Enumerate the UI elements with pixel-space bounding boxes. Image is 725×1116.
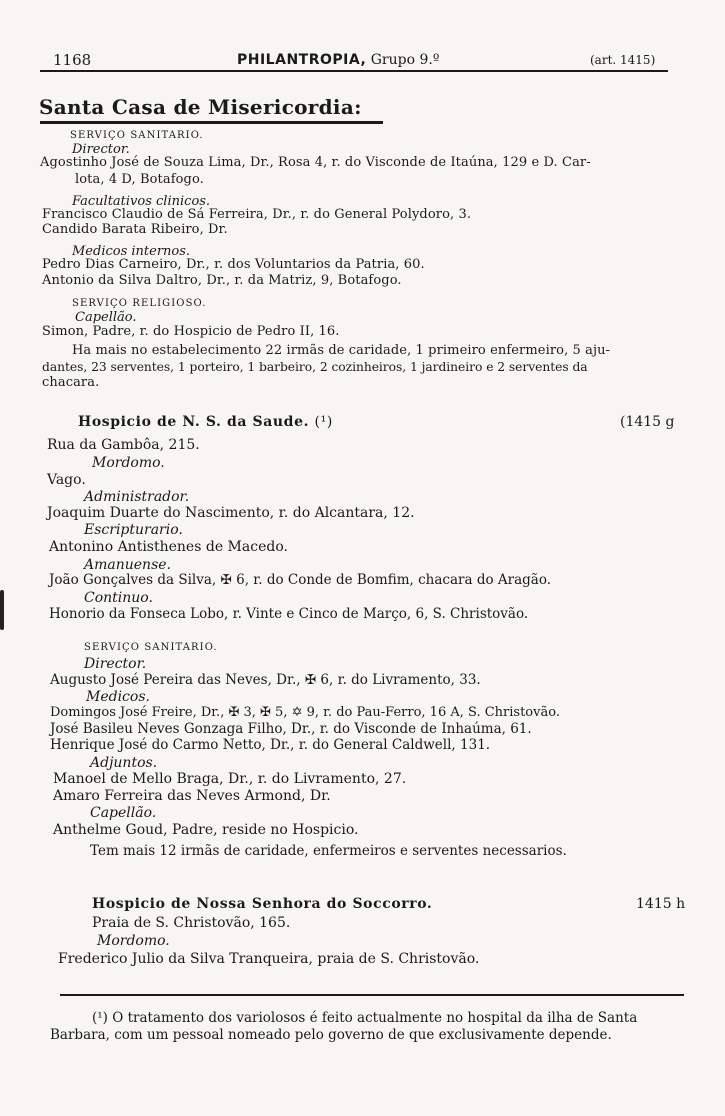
hospicio-saude-title: Hospicio de N. S. da Saude. — [78, 414, 310, 430]
continuo: Honorio da Fonseca Lobo, r. Vinte e Cinco de Março, 6, S. Christovão. — [49, 606, 529, 622]
hospicio-soccorro-address: Praia de S. Christovão, 165. — [92, 915, 291, 931]
subheading-servico-sanitario-2: SERVIÇO SANITARIO. — [84, 642, 218, 653]
staff-line-3: chacara. — [42, 375, 100, 390]
director-2: Augusto José Pereira das Neves, Dr., ✠ 6, r. do Livramento, 33. — [50, 672, 481, 688]
label-administrador: Administrador. — [84, 489, 190, 505]
staff-line-1: Ha mais no estabelecimento 22 irmãs de caridade, 1 primeiro enfermeiro, 5 aju- — [72, 343, 611, 358]
director-line-2: lota, 4 D, Botafogo. — [75, 172, 204, 187]
label-medicos-internos: Medicos internos. — [72, 244, 191, 259]
hospicio-saude-address: Rua da Gambôa, 215. — [47, 437, 200, 453]
mordomo-2: Frederico Julio da Silva Tranqueira, praia de S. Christovão. — [58, 951, 480, 967]
medico-3: Henrique José do Carmo Netto, Dr., r. do General Caldwell, 131. — [50, 737, 491, 753]
page-edge-mark — [0, 590, 4, 630]
subheading-servico-religioso: SERVIÇO RELIGIOSO. — [72, 298, 207, 309]
medico-1: Domingos José Freire, Dr., ✠ 3, ✠ 5, ✡ 9, r. do Pau-Ferro, 16 A, S. Christovão. — [50, 705, 560, 720]
capellao: Simon, Padre, r. do Hospicio de Pedro II, 16. — [42, 324, 340, 339]
article-reference: (art. 1415) — [590, 53, 656, 67]
label-escripturario: Escripturario. — [84, 522, 183, 538]
label-director: Director. — [72, 142, 130, 157]
label-director-2: Director. — [84, 656, 147, 672]
label-continuo: Continuo. — [84, 590, 153, 606]
label-medicos: Medicos. — [86, 689, 150, 705]
capellao-2: Anthelme Goud, Padre, reside no Hospicio. — [53, 822, 359, 838]
administrador: Joaquim Duarte do Nascimento, r. do Alcantara, 12. — [47, 505, 415, 521]
section-title-santa-casa: Santa Casa de Misericordia: — [39, 95, 362, 119]
director-line-1: Agostinho José de Souza Lima, Dr., Rosa 4, r. do Visconde de Itaúna, 129 e D. Car- — [40, 155, 591, 170]
hospicio-saude-staff: Tem mais 12 irmãs de caridade, enfermeiros e serventes necessarios. — [90, 843, 567, 859]
hospicio-soccorro-reference: 1415 h — [636, 896, 686, 912]
staff-line-2: dantes, 23 serventes, 1 porteiro, 1 barbeiro, 2 cozinheiros, 1 jardineiro e 2 serventes da — [42, 360, 588, 374]
page-number: 1168 — [53, 51, 92, 69]
label-facultativos-clinicos: Facultativos clinicos. — [72, 194, 211, 209]
label-mordomo-2: Mordomo. — [97, 933, 170, 949]
medico-2: José Basileu Neves Gonzaga Filho, Dr., r. do Visconde de Inhaúma, 61. — [50, 721, 532, 737]
adjunto-2: Amaro Ferreira das Neves Armond, Dr. — [53, 788, 331, 804]
label-capellao-2: Capellão. — [90, 805, 157, 821]
running-title-text: PHILANTROPIA, — [237, 52, 367, 68]
label-capellao: Capellão. — [75, 310, 137, 325]
clinico-2: Candido Barata Ribeiro, Dr. — [42, 222, 228, 237]
clinico-1: Francisco Claudio de Sá Ferreira, Dr., r. do General Polydoro, 3. — [42, 207, 472, 222]
section-title-hospicio-saude — [78, 414, 333, 430]
section-title-rule — [40, 121, 383, 124]
label-amanuense: Amanuense. — [84, 557, 171, 573]
footnote-ref: (¹) — [314, 414, 333, 430]
section-title-hospicio-soccorro: Hospicio de Nossa Senhora do Soccorro. — [92, 896, 433, 912]
label-mordomo: Mordomo. — [92, 455, 165, 471]
running-title — [237, 52, 439, 68]
footnote-line-1: (¹) O tratamento dos variolosos é feito actualmente no hospital da ilha de Santa — [92, 1010, 638, 1026]
subheading-servico-sanitario: SERVIÇO SANITARIO. — [70, 130, 204, 141]
escripturario: Antonino Antisthenes de Macedo. — [49, 539, 288, 555]
header-rule — [40, 70, 668, 72]
interno-2: Antonio da Silva Daltro, Dr., r. da Matriz, 9, Botafogo. — [42, 273, 402, 288]
mordomo: Vago. — [47, 472, 86, 488]
running-group: Grupo 9.º — [370, 52, 440, 68]
footnote-line-2: Barbara, com um pessoal nomeado pelo governo de que exclusivamente depende. — [50, 1027, 612, 1043]
hospicio-saude-reference: (1415 g — [620, 414, 675, 430]
footnote-rule — [60, 994, 684, 996]
interno-1: Pedro Dias Carneiro, Dr., r. dos Voluntarios da Patria, 60. — [42, 257, 425, 272]
label-adjuntos: Adjuntos. — [90, 755, 158, 771]
amanuense: João Gonçalves da Silva, ✠ 6, r. do Conde de Bomfim, chacara do Aragão. — [49, 572, 552, 588]
adjunto-1: Manoel de Mello Braga, Dr., r. do Livramento, 27. — [53, 771, 407, 787]
